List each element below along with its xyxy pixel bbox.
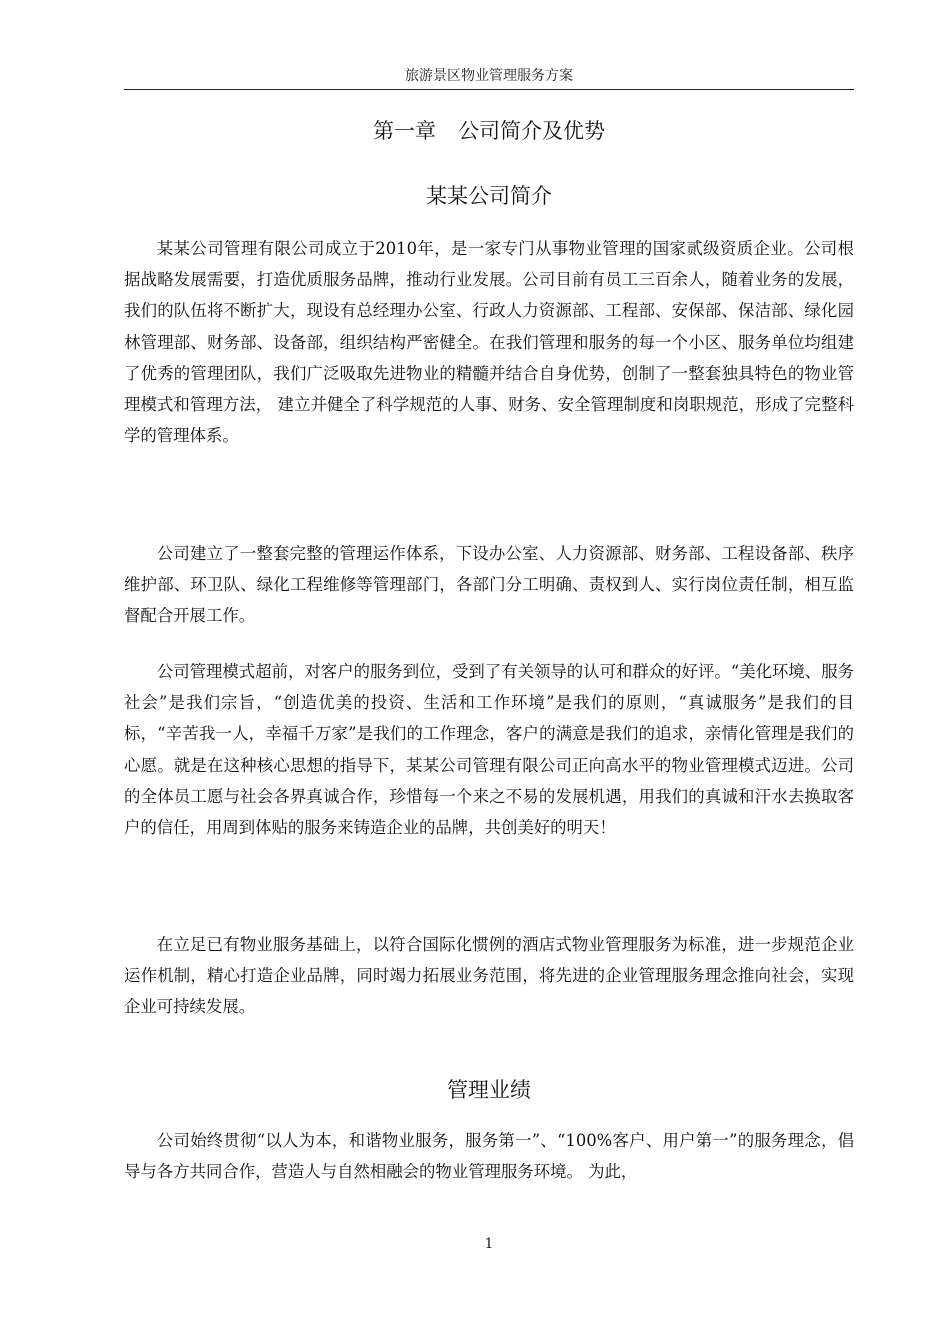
paragraph: 在立足已有物业服务基础上，以符合国际化惯例的酒店式物业管理服务为标准，进一步规范企业运作机制，精心打造企业品牌，同时竭力拓展业务范围，将先进的企业管理服务理念推向社会，实现企业可持续发展。: [124, 935, 854, 1017]
chapter-title: [124, 116, 854, 146]
page-number: 1: [484, 1236, 494, 1252]
header-rule: [124, 89, 854, 90]
section-title-company-intro: 某某公司简介: [426, 184, 552, 208]
paragraph: 公司始终贯彻“以人为本，和谐物业服务，服务第一”、“100%客户、用户第一”的服务理念，倡导与各方共同合作，营造人与自然相融会的物业管理服务环境。 为此，: [124, 1131, 854, 1182]
chapter-title-text: 公司简介及优势: [458, 119, 605, 143]
running-header: 旅游景区物业管理服务方案: [405, 68, 573, 84]
paragraph: 公司管理模式超前，对客户的服务到位，受到了有关领导的认可和群众的好评。“美化环境、服务社会”是我们宗旨，“创造优美的投资、生活和工作环境”是我们的原则，“真诚服务”是我们的目标，“辛苦我一人，幸福千万家”是我们的工作理念，客户的满意是我们的追求，亲情化管理是我们的心愿。就是在这种核心思想的指导下，某某公司管理有限公司正向高水平的物业管理模式迈进。公司的全体员工愿与社会各界真诚合作，珍惜每一个来之不易的发展机遇，用我们的真诚和汗水去换取客户的信任，用周到体贴的服务来铸造企业的品牌，共创美好的明天！: [124, 662, 854, 838]
paragraph: 公司建立了一整套完整的管理运作体系，下设办公室、人力资源部、财务部、工程设备部、秩序维护部、环卫队、绿化工程维修等管理部门，各部门分工明确、责权到人、实行岗位责任制，相互监督配合开展工作。: [124, 544, 854, 626]
section-title-management-performance: 管理业绩: [447, 1078, 531, 1102]
paragraph: 某某公司管理有限公司成立于2010年，是一家专门从事物业管理的国家贰级资质企业。公司根据战略发展需要，打造优质服务品牌，推动行业发展。公司目前有员工三百余人，随着业务的发展，我们的队伍将不断扩大，现设有总经理办公室、行政人力资源部、工程部、安保部、保洁部、绿化园林管理部、财务部、设备部，组织结构严密健全。在我们管理和服务的每一个小区、服务单位均组建了优秀的管理团队，我们广泛吸取先进物业的精髓并结合自身优势，创制了一整套独具特色的物业管理模式和管理方法， 建立并健全了科学规范的人事、财务、安全管理制度和岗职规范，形成了完整科学的管理体系。: [124, 239, 854, 446]
chapter-label: 第一章: [373, 119, 436, 143]
